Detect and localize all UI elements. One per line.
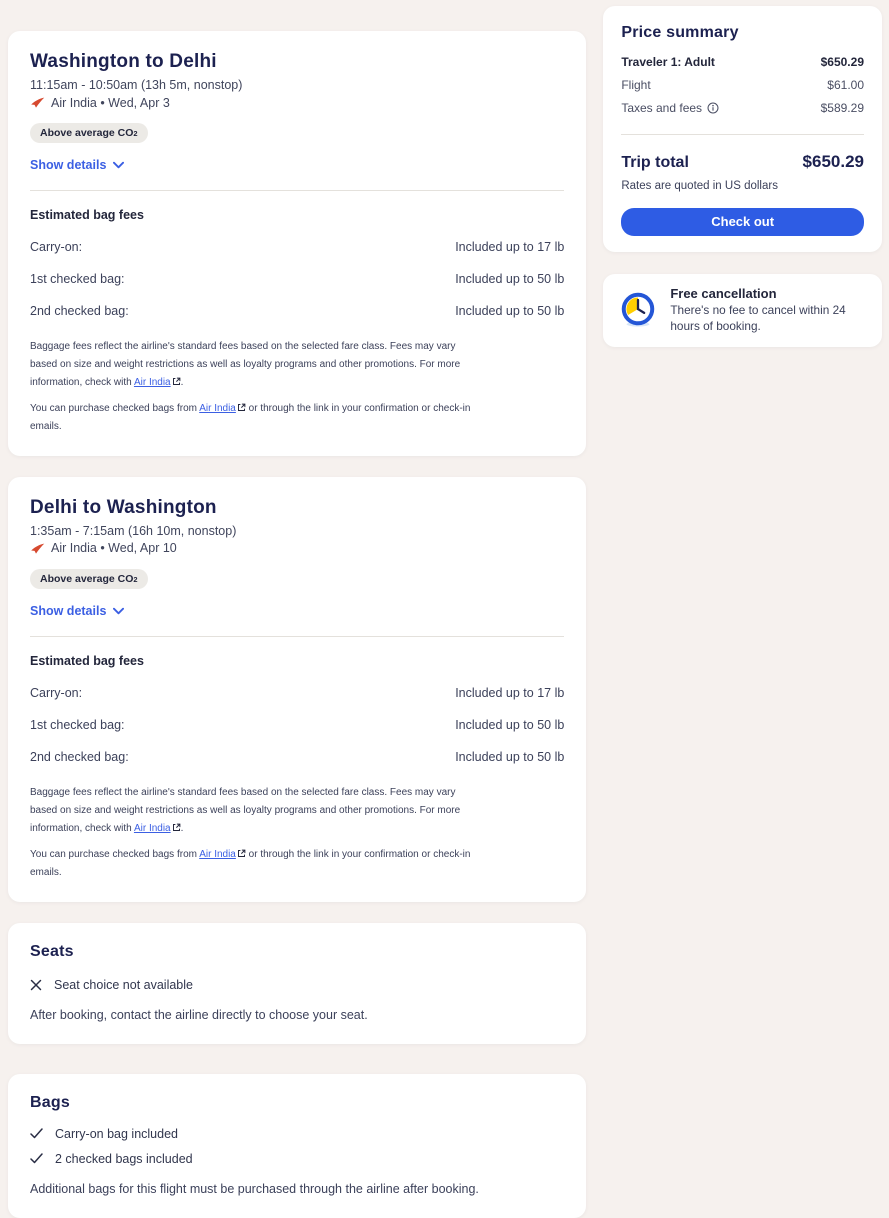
bag-included-label: Carry-on bag included [55,1126,178,1141]
air-india-link[interactable] [199,403,236,414]
flight-airline-date: Air India • Wed, Apr 10 [51,541,177,556]
fee-value: Included up to 50 lb [455,272,565,286]
disclaimer-text: or through the link in your confirmation or check-in emails. [30,849,471,879]
bag-fees-heading: Estimated bag fees [30,208,144,222]
fee-label: 2nd checked bag: [30,304,129,318]
price-row-value: $61.00 [827,78,864,92]
trip-total-row [621,152,864,172]
air-india-link-label: Air India [199,849,236,861]
air-india-logo-icon [30,541,45,556]
price-row-label: Flight [621,78,651,92]
bag-fee-row [30,686,564,700]
rates-note: Rates are quoted in US dollars [621,180,778,192]
flight-card-return [8,477,586,902]
bag-included-label: 2 checked bags included [55,1151,193,1166]
co2-badge [30,123,148,143]
chevron-down-icon [113,161,124,169]
x-icon [30,979,42,991]
bag-included-row [30,1127,564,1141]
free-cancellation-text [670,286,866,335]
co2-badge-label: Above average CO [40,127,134,139]
purchase-bags-note [30,400,476,436]
fee-label: 2nd checked bag: [30,749,129,764]
price-summary-title: Price summary [621,24,739,41]
co2-badge [30,569,148,589]
flight-airline-row [30,541,564,556]
external-link-icon [172,377,181,386]
card-divider [30,636,564,637]
external-link-icon [237,403,246,412]
bags-card [8,1074,586,1218]
seats-note: After booking, contact the airline directly to choose your seat. [30,1007,368,1022]
air-india-link[interactable] [199,849,236,860]
seats-card [8,923,586,1044]
summary-column [603,6,882,347]
fee-label: Carry-on: [30,685,83,700]
air-india-link[interactable] [134,823,171,834]
co2-badge-subscript: 2 [133,574,138,584]
seats-title: Seats [30,942,74,960]
card-divider [30,190,564,191]
show-details-link[interactable] [30,158,124,172]
free-cancellation-body: There's no fee to cancel within 24 hours of booking. [670,303,846,333]
chevron-down-icon [113,607,124,615]
trip-total-value: $650.29 [802,152,864,171]
flight-airline-date: Air India • Wed, Apr 3 [51,95,170,110]
show-details-label: Show details [30,158,107,172]
fee-value: Included up to 50 lb [455,304,565,318]
summary-divider [621,134,864,135]
external-link-icon [237,849,246,858]
price-row-taxes [621,101,864,115]
price-row-value: $589.29 [820,101,864,115]
price-row-value: $650.29 [820,55,864,69]
show-details-link[interactable] [30,604,124,618]
fee-label: 1st checked bag: [30,717,125,732]
flight-airline-row [30,95,564,110]
bags-note: Additional bags for this flight must be purchased through the airline after booking. [30,1181,479,1196]
fee-value: Included up to 17 lb [455,240,565,254]
disclaimer-text: Baggage fees reflect the airline's standard fees based on the selected fare class. Fees may vary based on size and weight restrictions as well as loyalty programs and other promotions. For more information, check with [30,786,461,834]
disclaimer-text: . [180,822,184,834]
bag-fee-row [30,304,564,318]
trip-total-label: Trip total [621,154,689,171]
disclaimer-text: . [180,376,184,388]
flight-title: Washington to Delhi [30,51,217,72]
disclaimer-text: or through the link in your confirmation or check-in emails. [30,403,471,433]
bag-fee-row [30,240,564,254]
bag-fee-row [30,750,564,764]
free-cancellation-title: Free cancellation [670,286,777,301]
fee-value: Included up to 50 lb [455,717,565,732]
air-india-link-label: Air India [199,403,236,415]
air-india-link-label: Air India [133,822,171,834]
air-india-logo-icon [30,95,45,110]
flight-schedule: 11:15am - 10:50am (13h 5m, nonstop) [30,78,243,92]
check-icon [30,1128,43,1139]
seat-unavailable-label: Seat choice not available [54,977,193,992]
price-row-traveler [621,55,864,69]
checkout-button[interactable]: Check out [621,208,864,236]
disclaimer-text: You can purchase checked bags from [30,849,200,861]
air-india-link[interactable] [134,377,171,388]
fee-label: 1st checked bag: [30,272,125,286]
bag-included-row [30,1152,564,1166]
bag-fee-row [30,272,564,286]
clock-icon [619,291,657,329]
bag-fees-heading: Estimated bag fees [30,653,144,668]
show-details-label: Show details [30,603,107,618]
bag-fee-row [30,718,564,732]
fee-label: Carry-on: [30,240,83,254]
price-row-flight [621,78,864,92]
co2-badge-label: Above average CO [40,572,134,585]
itinerary-column [8,31,586,1218]
external-link-icon [172,823,181,832]
flight-card-outbound [8,31,586,456]
fee-value: Included up to 50 lb [455,749,565,764]
fee-value: Included up to 17 lb [455,685,565,700]
free-cancellation-card [603,274,882,347]
purchase-bags-note [30,846,476,882]
price-summary-card [603,6,882,252]
price-row-label: Traveler 1: Adult [621,55,715,69]
baggage-disclaimer [30,338,476,391]
flight-title: Delhi to Washington [30,496,217,518]
info-icon[interactable] [707,102,719,114]
check-icon [30,1153,43,1164]
seat-unavailable-row [30,978,564,992]
bags-title: Bags [30,1093,70,1111]
disclaimer-text: Baggage fees reflect the airline's standard fees based on the selected fare class. Fees may vary based on size and weight restrictions as well as loyalty programs and other promotions. For more information, check with [30,341,461,388]
disclaimer-text: You can purchase checked bags from [30,403,200,415]
co2-badge-subscript: 2 [133,129,138,138]
flight-schedule: 1:35am - 7:15am (16h 10m, nonstop) [30,523,237,538]
air-india-link-label: Air India [133,376,171,388]
price-row-label: Taxes and fees [621,101,703,115]
baggage-disclaimer [30,784,476,837]
